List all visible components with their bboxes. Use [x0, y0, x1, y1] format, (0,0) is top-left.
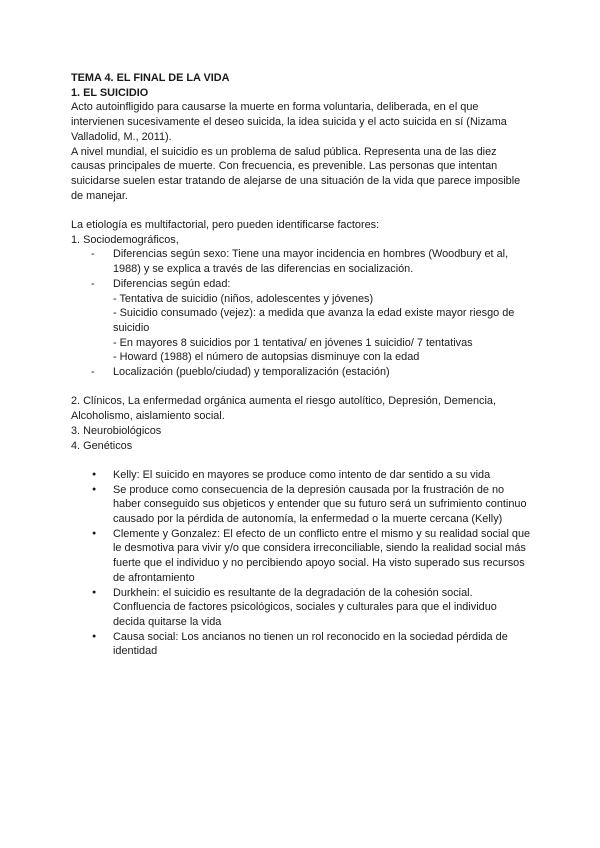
age-sub-item: - Suicidio consumado (vejez): a medida que avanza la edad existe mayor riesgo de suicidio: [113, 307, 515, 334]
list-item: ● Durkhein: el suicidio es resultante de la degradación de la cohesión social. Confluencia de factores psicológicos, sociales y culturales para que el individuo decida quitarse la vida: [71, 586, 531, 630]
section-heading: 1. EL SUICIDIO: [71, 86, 149, 99]
theories-list: [71, 468, 531, 659]
list-item: ● Se produce como consecuencia de la depresión causada por la frustración de no haber conseguido sus objeticos y entender que su futuro será un sufrimiento continuo causado por la pérdida de autonomía, la enfermedad o la muerte cercana (Kelly): [71, 483, 531, 527]
etiology-intro: La etiología es multifactorial, pero pueden identificarse factores:: [71, 219, 380, 232]
list-item-location: - Localización (pueblo/ciudad) y temporalización (estación): [71, 365, 531, 380]
document-title: TEMA 4. EL FINAL DE LA VIDA: [71, 72, 230, 84]
age-sub-item: - Howard (1988) el número de autopsias disminuye con la edad: [113, 351, 420, 364]
age-sub-item: - En mayores 8 suicidios por 1 tentativa/ en jóvenes 1 suicidio/ 7 tentativas: [113, 336, 473, 349]
document-page: [71, 71, 531, 659]
list-item-age: [71, 277, 531, 365]
list-item: ● Clemente y Gonzalez: El efecto de un conflicto entre el mismo y su realidad social que le desmotiva para vivir y/o que considera irreconciliable, siendo la realidad social más fuerte que el individuo y no percibiendo apoyo social. Ha visto superado sus recursos de afrontamiento: [71, 527, 531, 586]
spacer: [71, 380, 531, 395]
public-health-paragraph: A nivel mundial, el suicidio es un problema de salud pública. Representa una de las diez causas principales de muerte. Con frecuencia, es prevenible. Las personas que intentan suicidarse suelen estar tratando de alejarse de una situación de la vida que parece imposible de manejar.: [71, 145, 521, 202]
list-item: ● Causa social: Los ancianos no tienen un rol reconocido en la sociedad pérdida de identidad: [71, 630, 531, 659]
spacer: [71, 453, 531, 468]
sociodemographic-list: [71, 247, 531, 379]
list-item: ● Kelly: El suicido en mayores se produce como intento de dar sentido a su vida: [71, 468, 531, 483]
factor-sociodemographic: 1. Sociodemográficos,: [71, 233, 179, 246]
age-label: Diferencias según edad:: [113, 277, 231, 290]
factor-clinical: 2. Clínicos, La enfermedad orgánica aumenta el riesgo autolítico, Depresión, Demencia, Alcoholismo, aislamiento social.: [71, 395, 496, 423]
definition-paragraph: Acto autoinfligido para causarse la muerte en forma voluntaria, deliberada, en el que intervienen sucesivamente el deseo suicida, la idea suicida y el acto suicida en sí (Nizama Valladolid, M., 2011).: [71, 101, 507, 143]
spacer: [71, 203, 531, 218]
age-sub-item: - Tentativa de suicidio (niños, adolescentes y jóvenes): [113, 292, 374, 305]
factor-genetic: 4. Genéticos: [71, 439, 133, 452]
factor-neurobiological: 3. Neurobiológicos: [71, 424, 162, 437]
list-item-sex: - Diferencias según sexo: Tiene una mayor incidencia en hombres (Woodbury et al, 1988) y se explica a través de las diferencias en socialización.: [71, 247, 531, 276]
